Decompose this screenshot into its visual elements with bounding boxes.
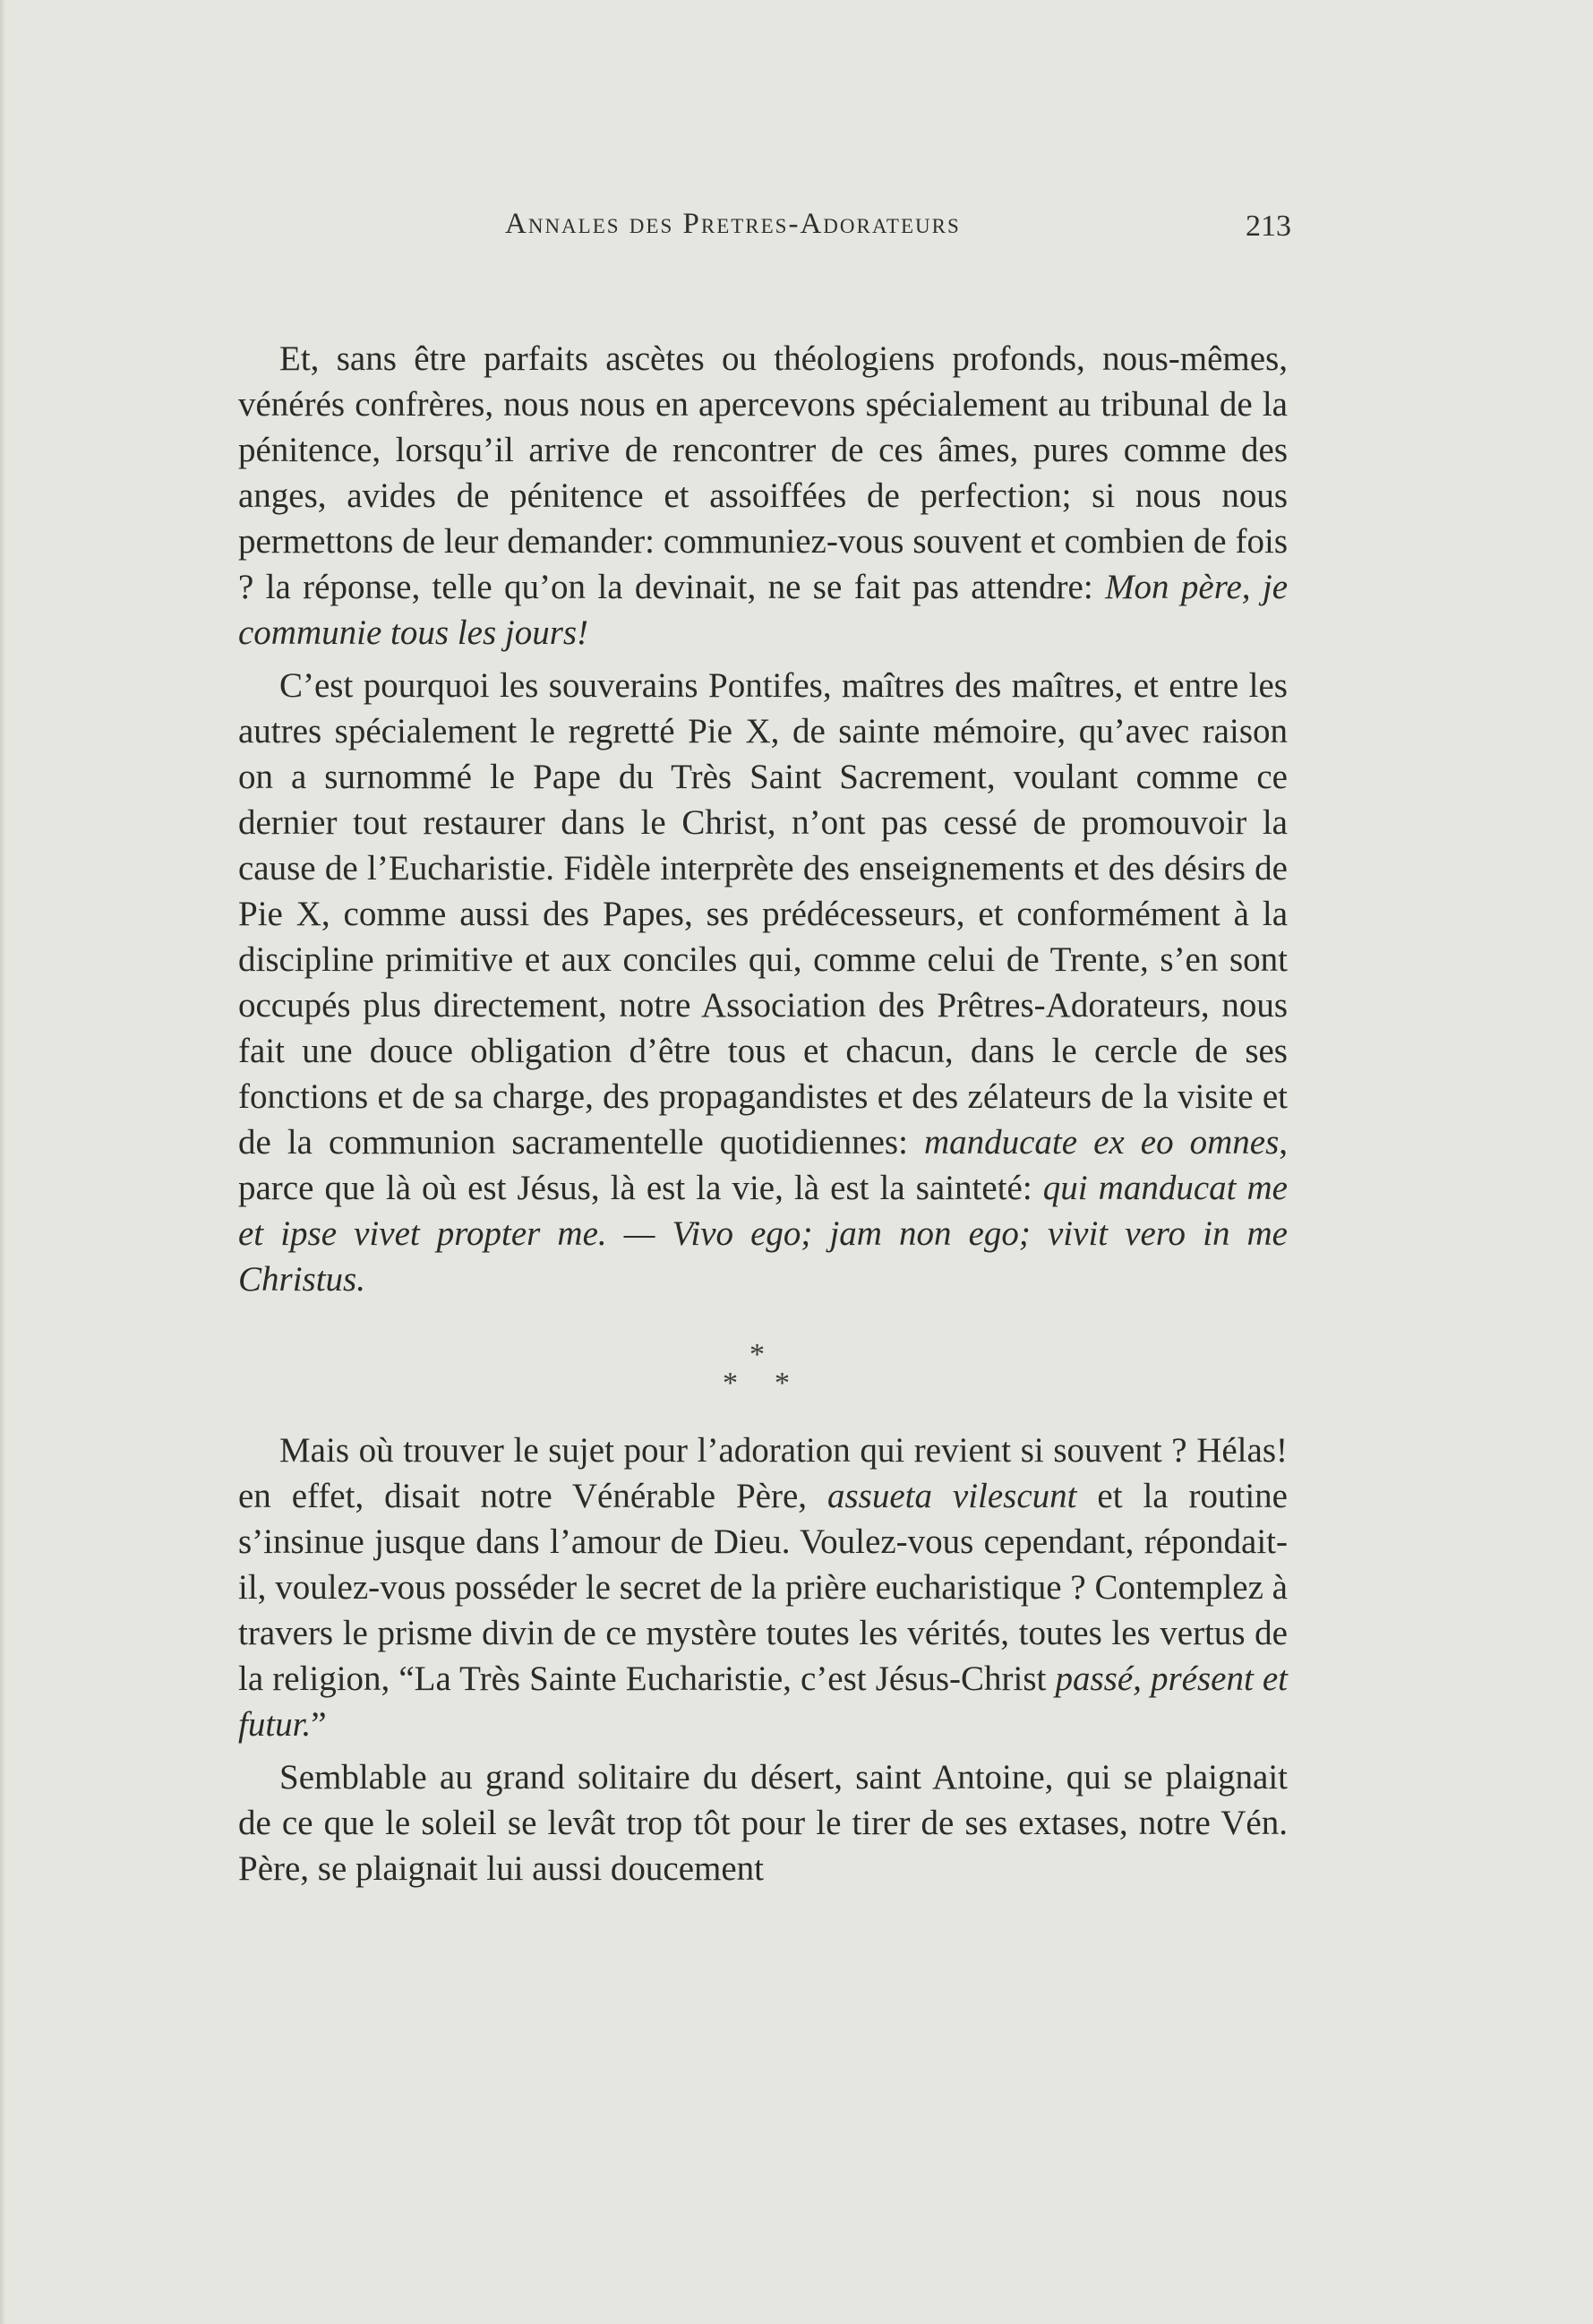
asterism-star-left: * [723,1367,738,1400]
paragraph-3 [238,1428,1288,1747]
paragraph-1-text: Et, sans être parfaits ascètes ou théologiens profonds, nous-mêmes, vénérés confrères, nous nous en apercevons spécialement au tribunal de la pénitence, lorsqu’il arrive de rencontrer de ces âmes, pures comme des anges, avides de pénitence et assoiffées de perfection; si nous nous permettons de leur demander: communiez-vous souvent et combien de fois ? la réponse, telle qu’on la devinait, ne se fait pas attendre: [238,339,1288,606]
running-header [235,208,1291,253]
paragraph-2 [238,663,1288,1302]
asterism-star-top: * [749,1338,765,1371]
paragraph-1-italic: Mon père, je communie tous les jours! [238,568,1289,652]
paragraph-3-italic-b: passé, présent et futur. [238,1659,1288,1744]
page-number: 213 [1246,210,1291,243]
paragraph-2-italic-b: qui manducat me et ipse vivet propter me. — Vivo ego; jam non ego; vivit vero in me Christus. [238,1169,1288,1299]
page-edge [0,0,5,2324]
paragraph-3-text-b: et la routine s’insinue jusque dans l’amour de Dieu. Voulez-vous cependant, répondait-il, voulez-vous posséder le secret de la prière eucharistique ? Contemplez à travers le prisme divin de ce mystère toutes les vérités, toutes les vertus de la religion, “La Très Sainte Eucharistie, c’est Jésus-Christ [238,1477,1288,1698]
asterism-divider [238,1302,1288,1428]
paragraph-4-text: Semblable au grand solitaire du désert, saint Antoine, qui se plaignait de ce que le soleil se levât trop tôt pour le tirer de ses extases, notre Vén. Père, se plaignait lui aussi doucement [238,1758,1288,1888]
paragraph-2-text-a: C’est pourquoi les souverains Pontifes, maîtres des maîtres, et entre les autres spécialement le regretté Pie X, de sainte mémoire, qu’avec raison on a surnommé le Pape du Très Saint Sacrement, voulant comme ce dernier tout restaurer dans le Christ, n’ont pas cessé de promouvoir la cause de l’Eucharistie. Fidèle interprète des enseignements et des désirs de Pie X, comme aussi des Papes, ses prédécesseurs, et conformément à la discipline primitive et aux conciles qui, comme celui de Trente, s’en sont occupés plus directement, notre Association des Prêtres-Adorateurs, nous fait une douce obligation d’être tous et chacun, dans le cercle de ses fonctions et de sa charge, des propagandistes et des zélateurs de la visite et de la communion sacramentelle quotidiennes: [238,666,1288,1162]
paragraph-3-text-a: Mais où trouver le sujet pour l’adoration qui revient si souvent ? Hélas! en effet, disait notre Vénérable Père, [238,1431,1288,1515]
paragraph-3-text-c: ” [311,1705,327,1744]
asterism-star-right: * [775,1367,790,1400]
paragraph-1 [238,336,1288,656]
paragraph-4 [238,1754,1288,1891]
paragraph-2-text-b: , parce que là où est Jésus, là est la vie, là est la sainteté: [238,1123,1289,1207]
paragraph-2-italic-a: manducate ex eo omnes [923,1123,1280,1162]
paragraph-3-italic-a: assueta vilescunt [826,1477,1077,1515]
body-text [238,336,1288,1891]
header-title: Annales des Pretres-Adorateurs [505,208,961,240]
